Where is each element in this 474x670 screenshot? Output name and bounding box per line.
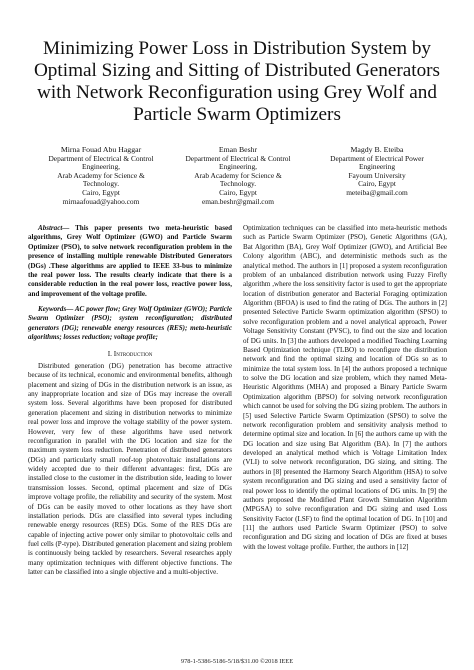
author-affiliation: Department of Electrical & Control [185, 153, 291, 163]
title-line: Optimal Sizing and Sitting of Distributed Generators [33, 60, 441, 81]
section-heading: I. Introduction [107, 348, 153, 358]
right-column [243, 224, 447, 552]
keywords-label: Keywords— [38, 305, 74, 313]
author-affiliation: Fayoum University [348, 170, 406, 180]
abstract-label: Abstract— [38, 224, 70, 232]
author-name: Eman Beshr [218, 145, 258, 154]
author-affiliation: Technology. [82, 179, 120, 189]
author-location: Cairo, Egypt [358, 179, 396, 189]
paper-title [20, 38, 454, 126]
author-email: eman.beshr@gmail.com [201, 196, 275, 206]
author-affiliation: Engineering, [82, 162, 120, 172]
author-block-3 [302, 146, 452, 198]
intro-paragraph: Distributed generation (DG) penetration has become attractive because of its technical, economic and environmental benefits, although placement and sizing of DGs in the distribution network is an issue, as any inappropriate location and size of DGs may increase the overall system loss. Several algorithms have been proposed for distributed generation placement and sizing in distribution networks to minimize real power loss and improve the voltage stability of the power system. However, very few of these algorithms have used network reconfiguration in parallel with the DG location and size for the maximum system loss reduction. Penetration of distributed generators (DGs) and particularly small roof-top photovoltaic installations are widely accepted due to their different advantages: first, DGs are installed close to the customer in the distribution side, leading to lower transmission losses. Second, optimal placement and size of DGs improve voltage profile, the reliability and security of the system. Most of DGs can be easily moved to other locations as they have short installation periods. DGs are classified into several types including renewable energy resources (RES) DGs. Some of the RES DGs are capable of injecting active power only similar to photovoltaic cells and fuel cells (P-type). Distributed generation placement and sizing problem is continuously being tackled by researchers. Several researches apply many optimization techniques with different objective functions. The latter can be classified into a single objective and a multi-objective. [28, 361, 232, 577]
title-line: Particle Swarm Optimizers [133, 104, 341, 125]
author-location: Cairo, Egypt [219, 187, 257, 197]
keywords [28, 305, 232, 343]
copyright-footer: 978-1-5386-5186-5/18/$31.00 ©2018 IEEE [180, 658, 294, 665]
abstract-text: This paper presents two meta-heuristic based algorithms, Grey Wolf Optimizer (GWO) and Particle Swarm Optimizer (PSO), to solve network reconfiguration problem in the presence of installing multiple renewable Distributed Generators (DGs) .These algorithms are applied to IEEE 33-bus to minimize the real power loss. The results clearly indicate that there is a considerable reduction in the real power loss, reactive power loss, and improvement of the voltage profile. [28, 224, 232, 298]
author-location: Cairo, Egypt [82, 187, 120, 197]
author-affiliation: Engineering, [219, 162, 257, 172]
author-affiliation: Department of Electrical Power [330, 153, 424, 163]
author-email: mirnaafouad@yahoo.com [62, 196, 140, 206]
keywords-text: AC power flow; Grey Wolf Optimizer (GWO); Particle Swarm Optimizer (PSO); system reconfiguration; distributed generators (DG); renewable energy resources (RES); meta-heuristic algorithms; losses reduction; voltage profile; [28, 305, 232, 342]
related-work-paragraph: Optimization techniques can be classified into meta-heuristic methods such as Particle Swarm Optimizer (PSO), Genetic Algorithms (GA), Bat Algorithm (BA), Grey Wolf Optimizer (GWO), and Artificial Bee Colony algorithm (ABC), and deterministic methods such as the analytical method. The authors in [1] proposed a system reconfiguration problem of an unbalanced distribution network using Fuzzy Firefly algorithm ,where the loss sensitivity factor is used to get the appropriate location of distribution generator and Bacterial Foraging optimization Algorithm (BFOA) is used to find the rating of DGs. The authors in [2] presented Selective Particle Swarm optimization algorithm (SPSO) to solve reconfiguration problem and a novel analytical approach, Power Voltage Sensitivity Constant (PVSC), to find out the size and location of DG units. In [3] the authors developed a modified Teaching Learning Based Optimization technique (TLBO) to reconfigure the distribution network and find the optimal sizing and location of DGs so as to minimize the total system loss. In [4] the authors proposed a technique to solve the DG location and size problem, which they named Meta-Heuristic Algorithms (MHA) and proposed a Binary Particle Swarm Optimization algorithm (BPSO) for solving network reconfiguration which cannot be used for solving the DG sizing problem. The authors in [5] used Selective Particle Swarm Optimization (SPSO) to solve the network reconfiguration problem and sensitivity analysis method to determine optimal size and location. In [6] the authors came up with the DG location and size using Bat Algorithm (BA). In [7] the authors developed an analytical method which is Voltage Limitation Index (VLI) to solve network reconfiguration, DG sizing, and sitting. The authors in [8] presented the Harmony Search Algorithm (HSA) to solve system reconfiguration and DG sizing and used a sensitivity factor of real power loss to identify the optimal locations of DG units. In [9] the authors proposed the Modified Plant Growth Simulation Algorithm (MPGSA) to solve reconfiguration and DG sizing and used Loss Sensitivity Factor (LSF) to find the optimal location of DG. In [10] and [11] the authors used Particle Swarm Optimizer (PSO) to solve reconfiguration and DG sizing and location of DGs are fixed at buses with the lowest voltage profile. Further, the authors in [12] [243, 224, 447, 551]
author-affiliation: Department of Electrical & Control [48, 153, 154, 163]
author-affiliation: Arab Academy for Science & [194, 170, 282, 180]
author-name: Mirna Fouad Abu Haggar [60, 145, 142, 154]
title-line: with Network Reconfiguration using Grey Wolf and [37, 82, 437, 103]
author-block-2 [163, 146, 313, 206]
author-block-1 [26, 146, 176, 206]
author-email: meteiba@gmail.com [346, 187, 408, 197]
left-column [28, 224, 232, 578]
author-affiliation: Engineering [358, 162, 396, 172]
author-name: Magdy B. Eteiba [350, 145, 404, 154]
title-line: Minimizing Power Loss in Distribution System by [42, 38, 432, 59]
author-affiliation: Technology. [219, 179, 257, 189]
author-affiliation: Arab Academy for Science & [57, 170, 145, 180]
abstract [28, 224, 232, 299]
